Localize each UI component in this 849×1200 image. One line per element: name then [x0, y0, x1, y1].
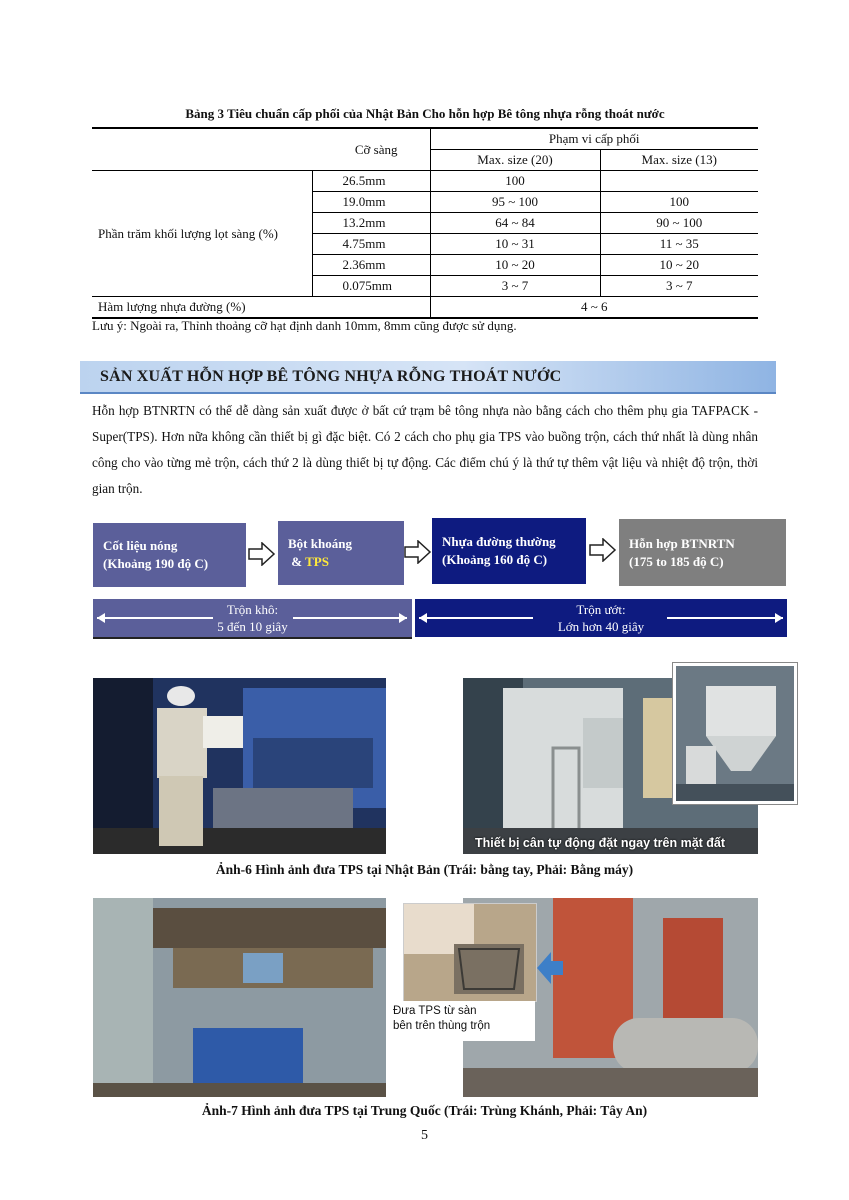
value-cell: 3 ~ 7 — [600, 276, 758, 297]
photo-japan-inset — [673, 663, 797, 804]
flow-step-temp: (Khoảng 160 độ C) — [442, 552, 548, 567]
photo-inset-note: Đưa TPS từ sàn bên trên thùng trộn — [393, 1005, 491, 1032]
value-cell: 10 ~ 20 — [430, 255, 600, 276]
value-cell: 100 — [430, 171, 600, 192]
value-cell: 95 ~ 100 — [430, 192, 600, 213]
flow-step-temp: (Khoảng 190 độ C) — [103, 556, 209, 571]
wet-mix-label: Trộn ướt: — [576, 602, 626, 617]
asphalt-content-label: Hàm lượng nhựa đường (%) — [92, 297, 430, 319]
gradation-table — [92, 127, 758, 319]
table-caption: Bảng 3 Tiêu chuẩn cấp phối của Nhật Bản Cho hỗn hợp Bê tông nhựa rỗng thoát nước — [185, 106, 665, 121]
photo-6-caption: Ảnh-6 Hình ảnh đưa TPS tại Nhật Bản (Trái: bằng tay, Phải: Bằng máy) — [215, 862, 634, 877]
asphalt-content-value: 4 ~ 6 — [430, 297, 758, 319]
grading-range-header: Phạm vi cấp phối — [430, 128, 758, 150]
tps-bag-photo — [404, 904, 536, 1001]
max-size-13-header: Max. size (13) — [600, 150, 758, 171]
photo-7-caption: Ảnh-7 Hình ảnh đưa TPS tại Trung Quốc (Trái: Trùng Khánh, Phải: Tây An) — [201, 1103, 648, 1118]
sieve-size-cell: 13.2mm — [312, 213, 430, 234]
sieve-size-cell: 2.36mm — [312, 255, 430, 276]
hopper-photo — [676, 666, 794, 801]
mixing-plant-truck-photo — [93, 898, 386, 1097]
photo-china-chongqing — [93, 898, 386, 1097]
sieve-size-cell: 4.75mm — [312, 234, 430, 255]
flow-step-asphalt — [432, 518, 586, 584]
wet-mix-duration: Lớn hơn 40 giây — [557, 619, 645, 634]
flow-arrow-icon — [589, 538, 617, 562]
value-cell: 11 ~ 35 — [600, 234, 758, 255]
flow-step-filler-tps — [278, 521, 404, 585]
value-cell: 64 ~ 84 — [430, 213, 600, 234]
flow-step-title: Hỗn hợp BTNRTN — [629, 535, 735, 551]
photo-japan-manual — [93, 678, 386, 854]
photo-china-inset — [403, 903, 537, 1002]
flow-step-title: Nhựa đường thường — [442, 534, 556, 549]
passing-percent-label: Phần trăm khối lượng lọt sàng (%) — [98, 225, 279, 241]
section-title: SẢN XUẤT HỖN HỢP BÊ TÔNG NHỰA RỖNG THOÁT NƯỚC — [100, 368, 562, 385]
flow-step-title: Cốt liệu nóng — [103, 538, 178, 553]
flow-step-mixture — [619, 519, 786, 586]
flow-step-title: Bột khoáng — [288, 536, 352, 551]
flow-arrow-icon — [404, 540, 432, 564]
value-cell: 90 ~ 100 — [600, 213, 758, 234]
photo-overlay-label: Thiết bị cân tự động đặt ngay trên mặt đất — [475, 836, 726, 850]
flow-arrow-icon — [248, 542, 276, 566]
flow-step-amp: & — [291, 554, 306, 569]
sieve-size-cell: 26.5mm — [312, 171, 430, 192]
table-note: Lưu ý: Ngoài ra, Thỉnh thoảng cỡ hạt định danh 10mm, 8mm cũng được sử dụng. — [92, 318, 517, 333]
dry-mix-duration: 5 đến 10 giây — [217, 619, 288, 634]
left-arrow-icon — [537, 950, 563, 986]
wet-mix-bar — [415, 599, 787, 637]
sieve-size-cell: 0.075mm — [312, 276, 430, 297]
flow-step-tps: TPS — [305, 554, 329, 569]
sieve-size-cell: 19.0mm — [312, 192, 430, 213]
dry-mix-label: Trộn khô: — [226, 602, 279, 617]
value-cell: 10 ~ 20 — [600, 255, 758, 276]
sieve-size-header: Cỡ sàng — [92, 128, 430, 171]
flow-step-hot-aggregate — [93, 523, 246, 587]
flow-step-temp: (175 to 185 độ C) — [629, 553, 724, 569]
value-cell — [600, 171, 758, 192]
table-row — [92, 171, 758, 192]
table-row — [92, 297, 758, 319]
section-paragraph: Hỗn hợp BTNRTN có thể dễ dàng sản xuất được ở bất cứ trạm bê tông nhựa nào bằng cách cho thêm phụ gia TAFPACK -Super(TPS). Hơn nữa không cần thiết bị gì đặc biệt. Có 2 cách cho phụ gia TPS vào buồng trộn, cách thứ nhất là dùng nhân công cho vào từng mẻ trộn, cách thứ 2 là dùng thiết bị tự động. Các điểm chú ý là thứ tự thêm vật liệu và nhiệt độ trộn, thời gian trộn. — [92, 403, 758, 496]
max-size-20-header: Max. size (20) — [430, 150, 600, 171]
value-cell: 10 ~ 31 — [430, 234, 600, 255]
value-cell: 3 ~ 7 — [430, 276, 600, 297]
worker-loading-photo — [93, 678, 386, 854]
value-cell: 100 — [600, 192, 758, 213]
dry-mix-bar — [93, 599, 412, 639]
page-number: 5 — [421, 1128, 428, 1143]
